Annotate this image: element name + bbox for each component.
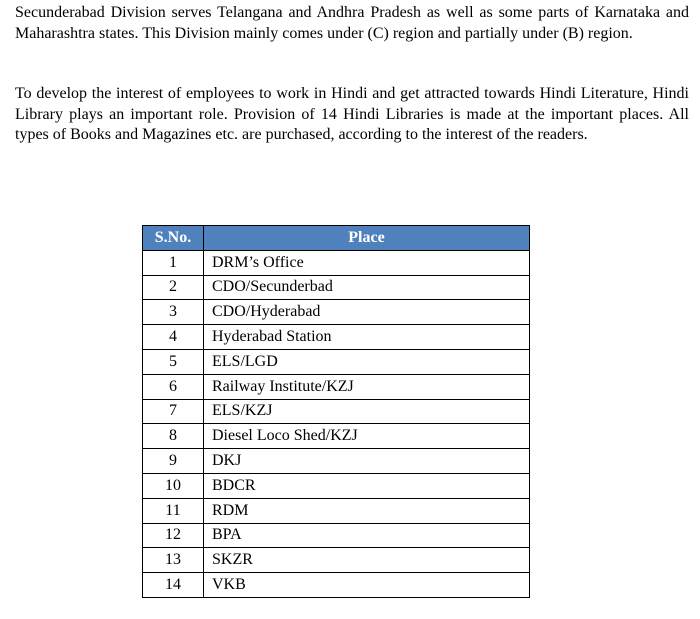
place-cell: CDO/Secunderbad	[204, 275, 530, 300]
serial-number-cell: 13	[143, 548, 204, 573]
place-cell: BDCR	[204, 473, 530, 498]
place-cell: ELS/KZJ	[204, 399, 530, 424]
serial-number-cell: 8	[143, 424, 204, 449]
serial-number-cell: 2	[143, 275, 204, 300]
serial-number-cell: 6	[143, 374, 204, 399]
table-row	[143, 424, 530, 449]
table-row	[143, 399, 530, 424]
place-cell: ELS/LGD	[204, 349, 530, 374]
table-row	[143, 250, 530, 275]
table-row	[143, 548, 530, 573]
table-body	[143, 250, 530, 597]
place-cell: CDO/Hyderabad	[204, 300, 530, 325]
table-row	[143, 498, 530, 523]
serial-number-cell: 12	[143, 523, 204, 548]
table-header-row	[143, 226, 530, 251]
serial-number-cell: 1	[143, 250, 204, 275]
table-row	[143, 523, 530, 548]
serial-number-cell: 14	[143, 573, 204, 598]
table-row	[143, 349, 530, 374]
serial-number-cell: 3	[143, 300, 204, 325]
serial-number-cell: 7	[143, 399, 204, 424]
place-cell: Diesel Loco Shed/KZJ	[204, 424, 530, 449]
table-row	[143, 573, 530, 598]
library-paragraph: To develop the interest of employees to work in Hindi and get attracted towards Hindi Literature, Hindi Library plays an important role. Provision of 14 Hindi Libraries is made at the important places. All types of Books and Magazines etc. are purchased, according to the interest of the readers.	[15, 85, 689, 143]
place-column-header: Place	[204, 226, 530, 251]
serial-number-cell: 10	[143, 473, 204, 498]
place-cell: SKZR	[204, 548, 530, 573]
table-row	[143, 300, 530, 325]
table-row	[143, 374, 530, 399]
table-row	[143, 325, 530, 350]
sno-column-header: S.No.	[143, 226, 204, 251]
intro-paragraph: Secunderabad Division serves Telangana and Andhra Pradesh as well as some parts of Karnataka and Maharashtra states. This Division mainly comes under (C) region and partially under (B) region.	[15, 4, 689, 42]
place-cell: DKJ	[204, 449, 530, 474]
table-row	[143, 473, 530, 498]
place-cell: DRM’s Office	[204, 250, 530, 275]
place-cell: VKB	[204, 573, 530, 598]
serial-number-cell: 11	[143, 498, 204, 523]
table-row	[143, 449, 530, 474]
place-cell: RDM	[204, 498, 530, 523]
table-row	[143, 275, 530, 300]
hindi-libraries-table	[142, 225, 530, 598]
place-cell: BPA	[204, 523, 530, 548]
place-cell: Hyderabad Station	[204, 325, 530, 350]
place-cell: Railway Institute/KZJ	[204, 374, 530, 399]
serial-number-cell: 4	[143, 325, 204, 350]
serial-number-cell: 5	[143, 349, 204, 374]
serial-number-cell: 9	[143, 449, 204, 474]
